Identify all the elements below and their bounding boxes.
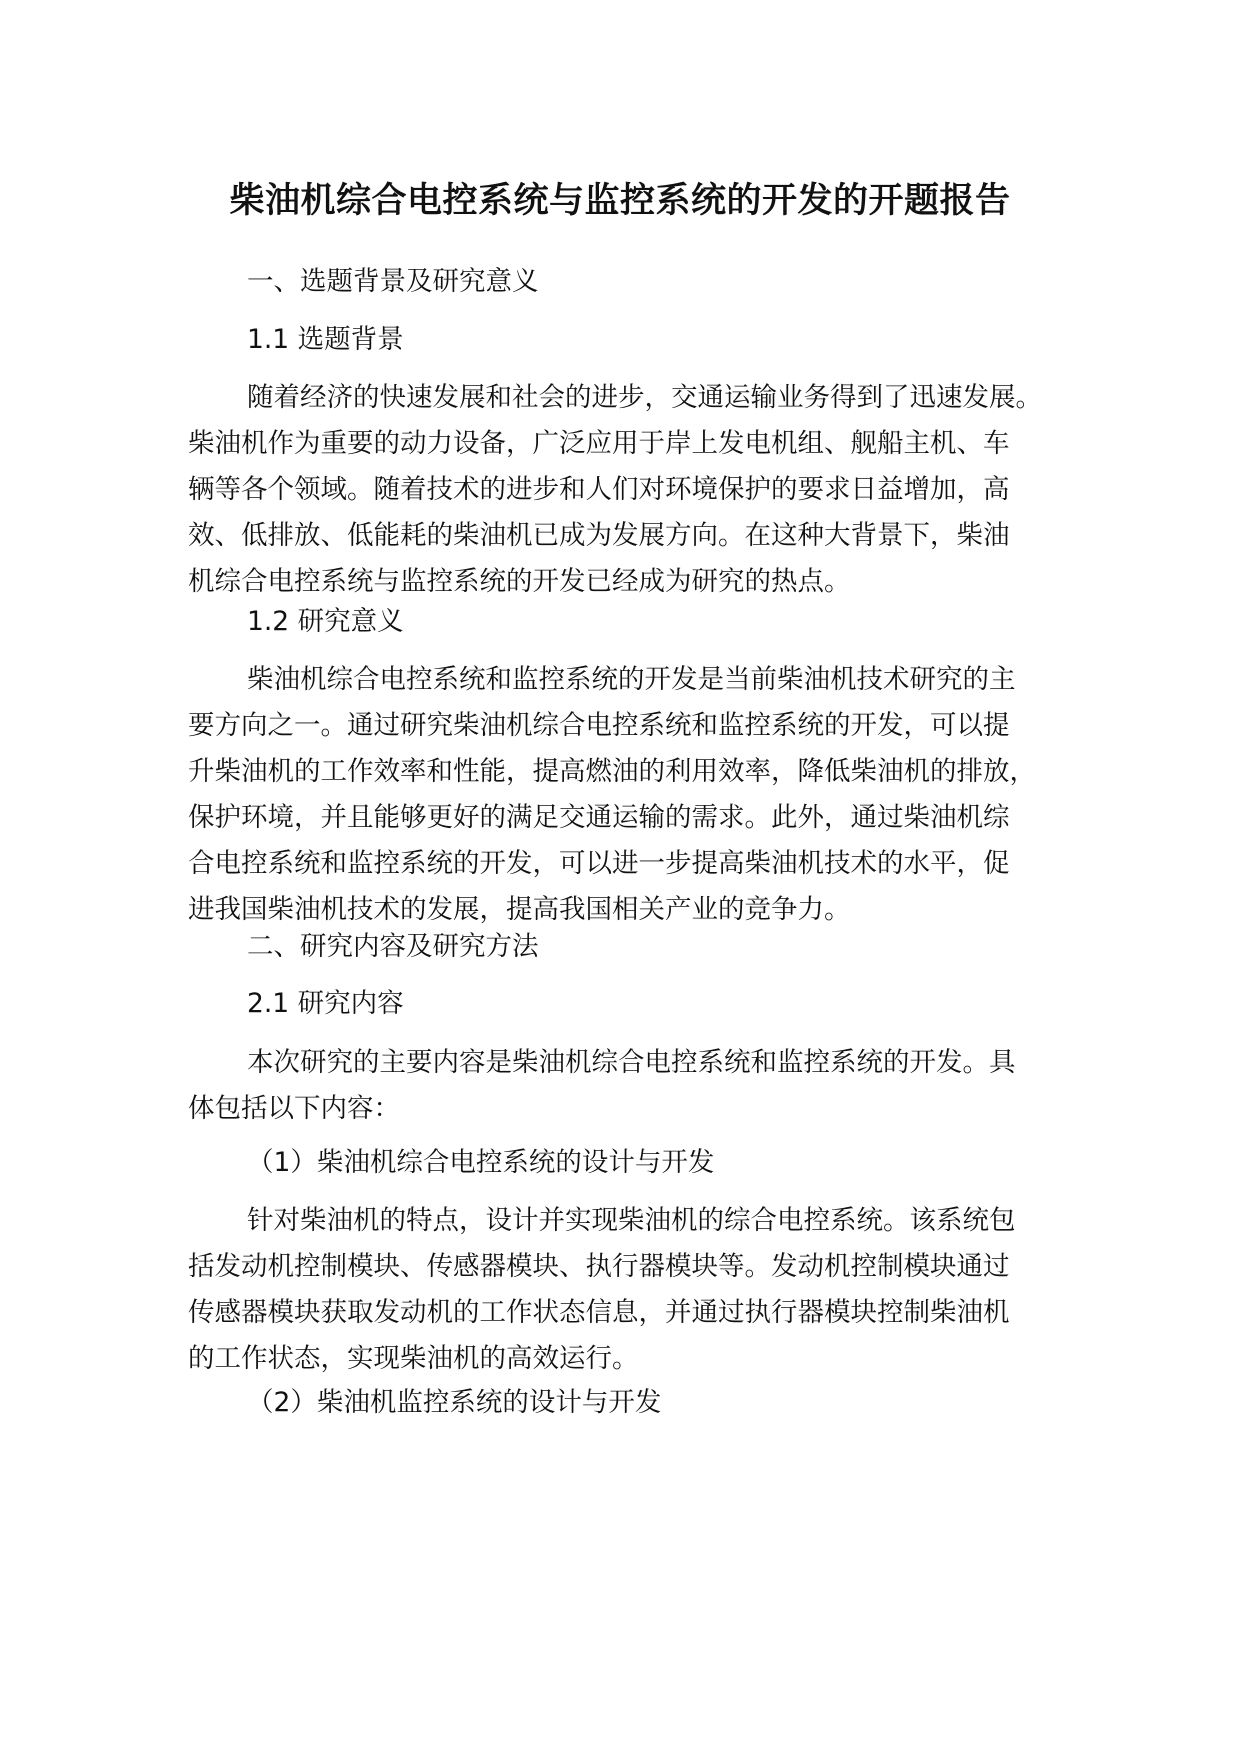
item-1-heading: （1）柴油机综合电控系统的设计与开发 — [247, 1147, 715, 1178]
section-1-1-paragraph — [188, 375, 1088, 605]
paragraph-line: 机综合电控系统与监控系统的开发已经成为研究的热点。 — [188, 566, 851, 597]
paragraph-line: 括发动机控制模块、传感器模块、执行器模块等。发动机控制模块通过 — [188, 1251, 1010, 1282]
section-2-heading: 二、研究内容及研究方法 — [247, 931, 539, 962]
section-2-1-paragraph — [188, 1040, 1088, 1132]
paragraph-line: 进我国柴油机技术的发展，提高我国相关产业的竞争力。 — [188, 894, 851, 925]
paragraph-line: 合电控系统和监控系统的开发，可以进一步提高柴油机技术的水平，促 — [188, 848, 1010, 879]
section-1-heading: 一、选题背景及研究意义 — [247, 266, 539, 297]
paragraph-line: 体包括以下内容： — [188, 1093, 400, 1124]
paragraph-line: 柴油机综合电控系统和监控系统的开发是当前柴油机技术研究的主 — [247, 664, 1016, 695]
item-2-heading: （2）柴油机监控系统的设计与开发 — [247, 1387, 662, 1418]
paragraph-line: 保护环境，并且能够更好的满足交通运输的需求。此外，通过柴油机综 — [188, 802, 1010, 833]
paragraph-line: 针对柴油机的特点，设计并实现柴油机的综合电控系统。该系统包 — [247, 1205, 1016, 1236]
paragraph-line: 的工作状态，实现柴油机的高效运行。 — [188, 1343, 639, 1374]
paragraph-line: 效、低排放、低能耗的柴油机已成为发展方向。在这种大背景下，柴油 — [188, 520, 1010, 551]
paragraph-line: 本次研究的主要内容是柴油机综合电控系统和监控系统的开发。具 — [247, 1047, 1016, 1078]
paragraph-line: 要方向之一。通过研究柴油机综合电控系统和监控系统的开发，可以提 — [188, 710, 1010, 741]
section-1-1-heading: 1.1 选题背景 — [247, 324, 404, 355]
section-2-1-heading: 2.1 研究内容 — [247, 988, 404, 1019]
paragraph-line: 辆等各个领域。随着技术的进步和人们对环境保护的要求日益增加，高 — [188, 474, 1010, 505]
section-1-2-heading: 1.2 研究意义 — [247, 606, 404, 637]
document-title: 柴油机综合电控系统与监控系统的开发的开题报告 — [229, 181, 1011, 221]
paragraph-line: 随着经济的快速发展和社会的进步，交通运输业务得到了迅速发展。 — [247, 382, 1042, 413]
item-1-paragraph — [188, 1198, 1088, 1382]
paragraph-line: 柴油机作为重要的动力设备，广泛应用于岸上发电机组、舰船主机、车 — [188, 428, 1010, 459]
paragraph-line: 升柴油机的工作效率和性能，提高燃油的利用效率，降低柴油机的排放， — [188, 756, 1036, 787]
section-1-2-paragraph — [188, 657, 1088, 933]
paragraph-line: 传感器模块获取发动机的工作状态信息，并通过执行器模块控制柴油机 — [188, 1297, 1010, 1328]
